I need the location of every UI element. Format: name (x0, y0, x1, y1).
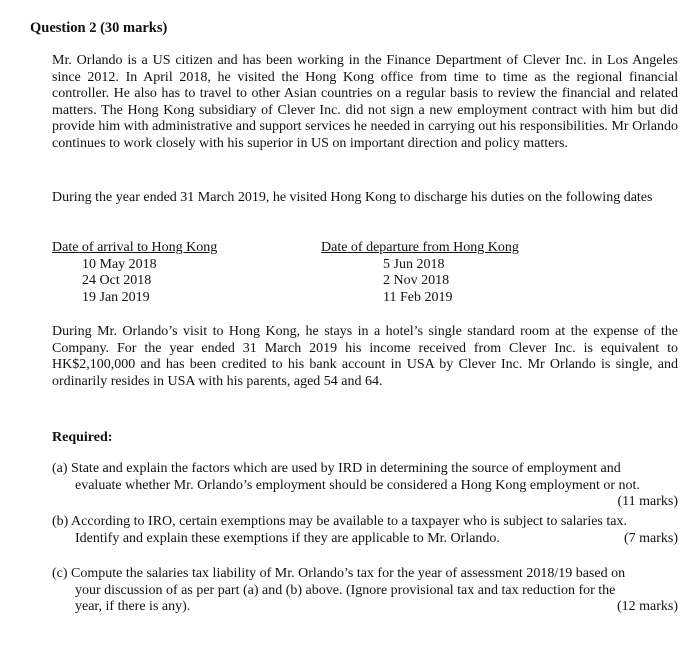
question-part-c (52, 566, 678, 616)
part-b-line-2-row (52, 531, 678, 548)
question-part-a (52, 461, 678, 511)
arrival-header: Date of arrival to Hong Kong (52, 240, 218, 255)
part-c-line-3: year, if there is any). (75, 599, 191, 614)
part-c-marks: (12 marks) (616, 599, 678, 614)
departure-header: Date of departure from Hong Kong (321, 240, 519, 255)
part-a-line-2: evaluate whether Mr. Orlando’s employment should be considered a Hong Kong employment or not. (75, 477, 640, 493)
arrival-dates-column (52, 240, 252, 306)
part-a-marks: (11 marks) (617, 494, 678, 509)
part-c-line-2: your discussion of as per part (a) and (b) above. (Ignore provisional tax and tax reduction for the (75, 582, 616, 598)
departure-date: 5 Jun 2018 (383, 256, 445, 272)
departure-date: 2 Nov 2018 (383, 273, 450, 288)
part-b-marks: (7 marks) (623, 530, 678, 546)
question-part-b (52, 514, 678, 547)
required-label: Required: (52, 430, 113, 445)
arrival-date: 24 Oct 2018 (82, 273, 152, 288)
question-heading: Question 2 (30 marks) (30, 20, 168, 36)
part-a-line-1: (a) State and explain the factors which are used by IRD in determining the source of employment and (52, 461, 621, 476)
part-b-line-1: (b) According to IRO, certain exemptions may be available to a taxpayer who is subject to salaries tax. (52, 514, 627, 529)
arrival-date: 10 May 2018 (82, 256, 157, 272)
stay-paragraph: During Mr. Orlando’s visit to Hong Kong, he stays in a hotel’s single standard room at the expense of the Company. For the year ended 31 March 2019 his income received from Clever Inc. is equivalent to HK$2,100,000 and has been credited to his bank account in USA by Clever Inc. Mr Orlando is single, and ordinarily resides in USA with his parents, aged 54 and 64. (52, 324, 678, 389)
part-c-line-1: (c) Compute the salaries tax liability of Mr. Orlando’s tax for the year of assessment 2018/19 based on (52, 566, 626, 581)
visits-paragraph: During the year ended 31 March 2019, he visited Hong Kong to discharge his duties on the following dates (52, 190, 653, 205)
intro-paragraph: Mr. Orlando is a US citizen and has been working in the Finance Department of Clever Inc. in Los Angeles since 2012. In April 2018, he visited the Hong Kong office from time to time as the regional financial controller. He also has to travel to other Asian countries on a regular basis to review the financial and related matters. The Hong Kong subsidiary of Clever Inc. did not sign a new employment contract with him but did provide him with administrative and support services he needed in carrying out his responsibilities. Mr Orlando continues to work closely with his superior in US on important direction and policy matters. (52, 53, 678, 151)
arrival-date: 19 Jan 2019 (82, 289, 150, 305)
part-c-line-3-row (52, 599, 678, 616)
part-b-line-2: Identify and explain these exemptions if they are applicable to Mr. Orlando. (75, 530, 500, 546)
departure-date: 11 Feb 2019 (383, 289, 453, 305)
departure-dates-column (321, 240, 551, 306)
